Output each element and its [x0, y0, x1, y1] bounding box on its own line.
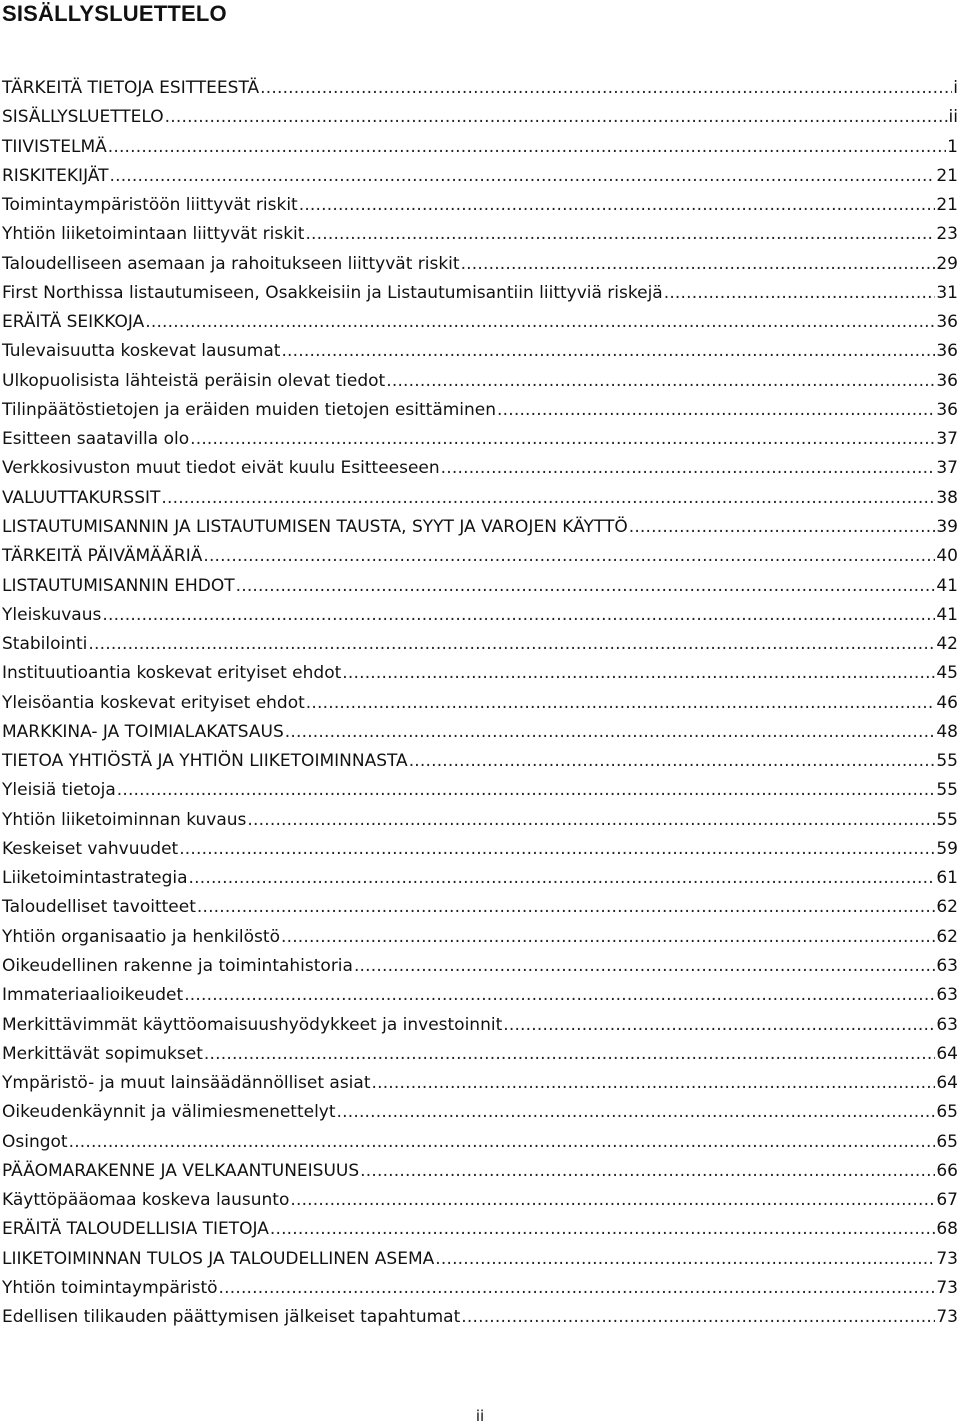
- toc-entry[interactable]: [2, 1215, 958, 1244]
- toc-entry-page-number: 46: [936, 692, 958, 713]
- toc-entry-label: SISÄLLYSLUETTELO: [2, 107, 164, 128]
- toc-entry-page-number: 65: [936, 1131, 958, 1152]
- toc-entry[interactable]: [2, 1098, 958, 1127]
- dot-leader: [219, 1274, 936, 1303]
- toc-entry[interactable]: [2, 454, 958, 483]
- toc-entry-page-number: 37: [936, 429, 958, 450]
- toc-entry-label: RISKITEKIJÄT: [2, 165, 109, 186]
- toc-entry-page-number: 36: [936, 399, 958, 420]
- dot-leader: [179, 835, 935, 864]
- dot-leader: [69, 1128, 936, 1157]
- toc-entry-page-number: 61: [936, 868, 958, 889]
- toc-entry[interactable]: [2, 1186, 958, 1215]
- toc-entry[interactable]: [2, 220, 958, 249]
- toc-entry[interactable]: [2, 747, 958, 776]
- toc-entry-page-number: 41: [936, 575, 958, 596]
- dot-leader: [197, 893, 935, 922]
- toc-entry-page-number: 62: [936, 926, 958, 947]
- toc-entry-label: Osingot: [2, 1131, 68, 1152]
- toc-entry-page-number: 21: [936, 195, 958, 216]
- toc-entry-label: MARKKINA- JA TOIMIALAKATSAUS: [2, 721, 284, 742]
- toc-entry[interactable]: [2, 308, 958, 337]
- toc-entry[interactable]: [2, 133, 958, 162]
- dot-leader: [204, 1040, 935, 1069]
- toc-entry-page-number: 63: [936, 955, 958, 976]
- toc-entry[interactable]: [2, 689, 958, 718]
- toc-entry-page-number: 23: [936, 224, 958, 245]
- toc-entry-label: First Northissa listautumiseen, Osakkeisiin ja Listautumisantiin liittyviä riskejä: [2, 282, 663, 303]
- toc-entry-page-number: 64: [936, 1043, 958, 1064]
- dot-leader: [165, 103, 948, 132]
- toc-entry-label: TÄRKEITÄ PÄIVÄMÄÄRIÄ: [2, 546, 203, 567]
- dot-leader: [236, 572, 936, 601]
- dot-leader: [409, 747, 936, 776]
- toc-entry[interactable]: [2, 513, 958, 542]
- toc-entry-label: Stabilointi: [2, 634, 88, 655]
- toc-entry[interactable]: [2, 191, 958, 220]
- toc-entry-page-number: 59: [936, 838, 958, 859]
- page-number: ii: [475, 1407, 485, 1425]
- toc-entry-label: LISTAUTUMISANNIN JA LISTAUTUMISEN TAUSTA, SYYT JA VAROJEN KÄYTTÖ: [2, 516, 628, 537]
- toc-entry-page-number: 40: [936, 546, 958, 567]
- toc-entry-page-number: 29: [936, 253, 958, 274]
- toc-entry[interactable]: [2, 806, 958, 835]
- toc-entry-label: LISTAUTUMISANNIN EHDOT: [2, 575, 235, 596]
- toc-entry[interactable]: [2, 893, 958, 922]
- toc-entry-label: Immateriaalioikeudet: [2, 985, 184, 1006]
- toc-entry[interactable]: [2, 484, 958, 513]
- dot-leader: [189, 864, 936, 893]
- dot-leader: [305, 220, 935, 249]
- toc-entry-label: Oikeudellinen rakenne ja toimintahistoria: [2, 955, 353, 976]
- toc-entry-page-number: 36: [936, 341, 958, 362]
- dot-leader: [372, 1069, 936, 1098]
- toc-entry-label: Yhtiön liiketoimintaan liittyvät riskit: [2, 224, 305, 245]
- dot-leader: [664, 279, 936, 308]
- toc-entry-label: Taloudelliset tavoitteet: [2, 897, 196, 918]
- toc-entry-page-number: 68: [936, 1219, 958, 1240]
- toc-entry-label: VALUUTTAKURSSIT: [2, 487, 161, 508]
- dot-leader: [360, 1157, 935, 1186]
- toc-entry-label: ERÄITÄ SEIKKOJA: [2, 312, 145, 333]
- toc-entry-label: ERÄITÄ TALOUDELLISIA TIETOJA: [2, 1219, 269, 1240]
- toc-entry[interactable]: [2, 864, 958, 893]
- toc-entry-label: Ympäristö- ja muut lainsäädännölliset asiat: [2, 1073, 371, 1094]
- toc-entry-label: TÄRKEITÄ TIETOJA ESITTEESTÄ: [2, 78, 260, 98]
- dot-leader: [629, 513, 936, 542]
- toc-entry-page-number: 55: [936, 751, 958, 772]
- dot-leader: [386, 367, 935, 396]
- dot-leader: [145, 308, 935, 337]
- dot-leader: [461, 250, 936, 279]
- toc-entry-page-number: 37: [936, 458, 958, 479]
- toc-entry[interactable]: [2, 367, 958, 396]
- dot-leader: [161, 484, 935, 513]
- dot-leader: [337, 1098, 936, 1127]
- dot-leader: [108, 133, 946, 162]
- toc-entry-label: Tilinpäätöstietojen ja eräiden muiden tietojen esittäminen: [2, 399, 497, 420]
- toc-entry-label: Yleisiä tietoja: [2, 780, 116, 801]
- dot-leader: [260, 74, 952, 103]
- toc-entry-label: Yhtiön organisaatio ja henkilöstö: [2, 926, 280, 947]
- toc-entry-label: Merkittävät sopimukset: [2, 1043, 203, 1064]
- toc-entry-label: Toimintaympäristöön liittyvät riskit: [2, 195, 298, 216]
- toc-entry-label: Oikeudenkäynnit ja välimiesmenettelyt: [2, 1102, 336, 1123]
- toc-entry[interactable]: [2, 1157, 958, 1186]
- toc-entry-page-number: 64: [936, 1073, 958, 1094]
- toc-entry-label: Keskeiset vahvuudet: [2, 838, 179, 859]
- toc-entry-label: Yhtiön liiketoiminnan kuvaus: [2, 809, 247, 830]
- toc-entry[interactable]: [2, 601, 958, 630]
- dot-leader: [299, 191, 936, 220]
- toc-entry[interactable]: [2, 923, 958, 952]
- toc-entry[interactable]: [2, 572, 958, 601]
- dot-leader: [247, 806, 935, 835]
- dot-leader: [270, 1215, 935, 1244]
- toc-entry-page-number: 39: [936, 516, 958, 537]
- table-of-contents: [2, 74, 958, 1332]
- toc-entry-page-number: 73: [936, 1277, 958, 1298]
- toc-entry[interactable]: [2, 1069, 958, 1098]
- dot-leader: [354, 952, 935, 981]
- toc-entry[interactable]: [2, 279, 958, 308]
- page-title: SISÄLLYSLUETTELO: [2, 1, 227, 26]
- toc-entry-page-number: 55: [936, 809, 958, 830]
- dot-leader: [342, 659, 935, 688]
- dot-leader: [281, 923, 935, 952]
- dot-leader: [503, 1011, 935, 1040]
- dot-leader: [290, 1186, 935, 1215]
- toc-entry-label: TIIVISTELMÄ: [2, 136, 107, 157]
- toc-entry-label: TIETOA YHTIÖSTÄ JA YHTIÖN LIIKETOIMINNASTA: [2, 751, 408, 772]
- toc-entry-page-number: 48: [936, 721, 958, 742]
- dot-leader: [102, 601, 935, 630]
- toc-entry-label: PÄÄOMARAKENNE JA VELKAANTUNEISUUS: [2, 1160, 360, 1181]
- toc-entry-page-number: 36: [936, 370, 958, 391]
- dot-leader: [203, 542, 935, 571]
- toc-entry-page-number: 31: [936, 282, 958, 303]
- dot-leader: [117, 776, 936, 805]
- toc-entry[interactable]: [2, 1245, 958, 1274]
- toc-entry[interactable]: [2, 337, 958, 366]
- toc-entry-page-number: 62: [936, 897, 958, 918]
- toc-entry-page-number: 65: [936, 1102, 958, 1123]
- toc-entry[interactable]: [2, 835, 958, 864]
- toc-entry[interactable]: [2, 776, 958, 805]
- toc-entry-label: Yleisöantia koskevat erityiset ehdot: [2, 692, 305, 713]
- toc-entry[interactable]: [2, 162, 958, 191]
- dot-leader: [306, 689, 936, 718]
- toc-entry-page-number: 1: [947, 136, 958, 157]
- toc-entry-page-number: ii: [948, 107, 958, 128]
- toc-entry-label: Esitteen saatavilla olo: [2, 429, 190, 450]
- toc-entry[interactable]: [2, 659, 958, 688]
- toc-entry[interactable]: [2, 952, 958, 981]
- dot-leader: [184, 981, 935, 1010]
- toc-entry[interactable]: [2, 542, 958, 571]
- toc-entry[interactable]: [2, 1303, 958, 1332]
- dot-leader: [497, 396, 935, 425]
- toc-entry-label: Käyttöpääomaa koskeva lausunto: [2, 1190, 290, 1211]
- toc-entry-label: Edellisen tilikauden päättymisen jälkeiset tapahtumat: [2, 1307, 461, 1328]
- toc-entry-label: LIIKETOIMINNAN TULOS JA TALOUDELLINEN ASEMA: [2, 1248, 435, 1269]
- toc-entry[interactable]: [2, 396, 958, 425]
- toc-entry-label: Tulevaisuutta koskevat lausumat: [2, 341, 281, 362]
- toc-entry[interactable]: [2, 1040, 958, 1069]
- toc-entry-page-number: i: [953, 78, 958, 98]
- toc-entry-page-number: 36: [936, 312, 958, 333]
- toc-entry[interactable]: [2, 74, 958, 103]
- toc-entry[interactable]: [2, 425, 958, 454]
- toc-entry[interactable]: [2, 630, 958, 659]
- toc-entry-page-number: 73: [936, 1307, 958, 1328]
- toc-entry-page-number: 42: [936, 634, 958, 655]
- toc-entry[interactable]: [2, 103, 958, 132]
- toc-entry-label: Instituutioantia koskevat erityiset ehdot: [2, 663, 342, 684]
- toc-entry-page-number: 38: [936, 487, 958, 508]
- dot-leader: [88, 630, 935, 659]
- toc-entry-label: Yhtiön toimintaympäristö: [2, 1277, 218, 1298]
- toc-entry[interactable]: [2, 981, 958, 1010]
- toc-entry-label: Taloudelliseen asemaan ja rahoitukseen liittyvät riskit: [2, 253, 460, 274]
- toc-entry-label: Liiketoimintastrategia: [2, 868, 188, 889]
- toc-entry[interactable]: [2, 718, 958, 747]
- dot-leader: [285, 718, 936, 747]
- toc-entry[interactable]: [2, 1128, 958, 1157]
- toc-entry-label: Ulkopuolisista lähteistä peräisin olevat tiedot: [2, 370, 386, 391]
- toc-entry-page-number: 41: [936, 604, 958, 625]
- toc-entry-label: Merkittävimmät käyttöomaisuushyödykkeet ja investoinnit: [2, 1014, 503, 1035]
- toc-entry-label: Verkkosivuston muut tiedot eivät kuulu Esitteeseen: [2, 458, 440, 479]
- dot-leader: [441, 454, 936, 483]
- toc-entry-page-number: 45: [936, 663, 958, 684]
- toc-entry-page-number: 63: [936, 985, 958, 1006]
- dot-leader: [435, 1245, 935, 1274]
- toc-entry-page-number: 21: [936, 165, 958, 186]
- toc-entry-page-number: 63: [936, 1014, 958, 1035]
- toc-entry[interactable]: [2, 1011, 958, 1040]
- toc-entry[interactable]: [2, 1274, 958, 1303]
- dot-leader: [281, 337, 935, 366]
- toc-entry-page-number: 67: [936, 1190, 958, 1211]
- toc-entry-page-number: 66: [936, 1160, 958, 1181]
- toc-entry[interactable]: [2, 250, 958, 279]
- toc-entry-label: Yleiskuvaus: [2, 604, 102, 625]
- toc-entry-page-number: 73: [936, 1248, 958, 1269]
- dot-leader: [109, 162, 935, 191]
- toc-entry-page-number: 55: [936, 780, 958, 801]
- dot-leader: [190, 425, 935, 454]
- dot-leader: [461, 1303, 935, 1332]
